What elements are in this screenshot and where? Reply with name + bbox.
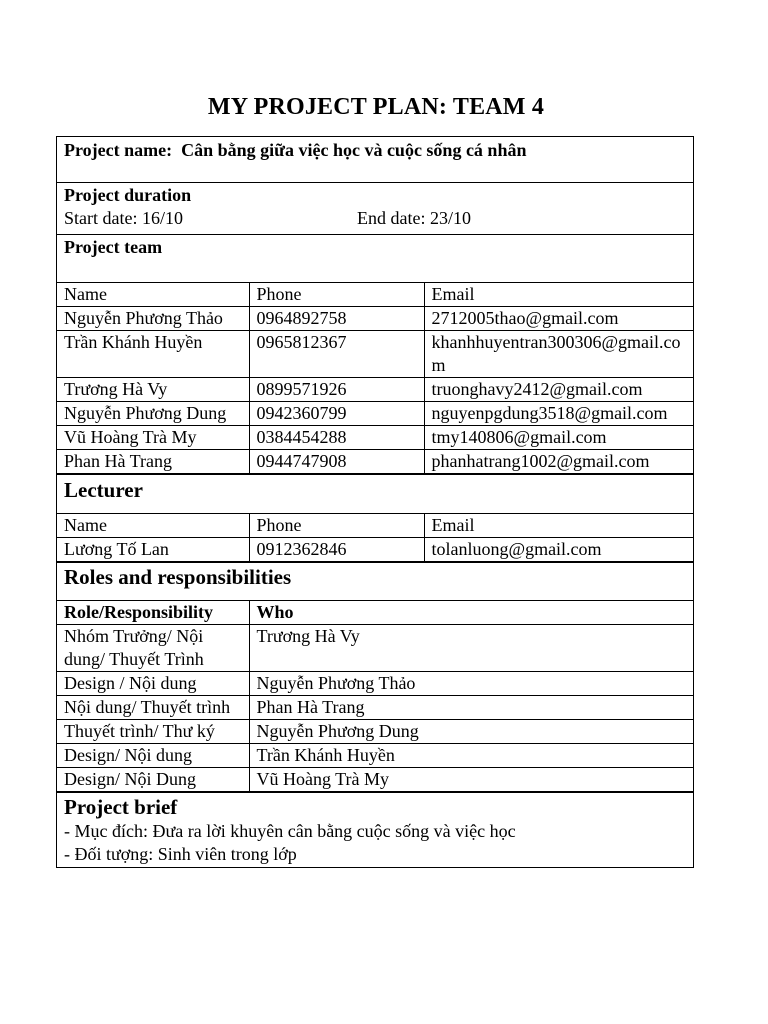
column-header: Role/Responsibility [57, 601, 249, 625]
project-brief-section [57, 792, 693, 868]
who-cell: Phan Hà Trang [249, 696, 693, 720]
table-row [57, 307, 693, 331]
member-phone: 0899571926 [249, 378, 424, 402]
column-header: Name [57, 283, 249, 307]
table-row [57, 331, 693, 378]
project-duration-section [57, 183, 693, 235]
table-header-row [57, 601, 693, 625]
brief-line: - Mục đích: Đưa ra lời khuyên cân bằng cuộc sống và việc học [64, 821, 516, 841]
lecturer-table [57, 514, 693, 562]
member-name: Phan Hà Trang [57, 450, 249, 474]
team-table [57, 283, 693, 474]
member-email: truonghavy2412@gmail.com [424, 378, 693, 402]
column-header: Who [249, 601, 693, 625]
table-row [57, 768, 693, 792]
brief-line: - Đối tượng: Sinh viên trong lớp [64, 844, 297, 864]
project-team-section [57, 235, 693, 283]
project-duration-label: Project duration [64, 185, 192, 205]
column-header: Phone [249, 283, 424, 307]
table-row [57, 538, 693, 562]
who-cell: Vũ Hoàng Trà My [249, 768, 693, 792]
role-cell: Thuyết trình/ Thư ký [57, 720, 249, 744]
column-header: Name [57, 514, 249, 538]
role-cell: Nhóm Trưởng/ Nội dung/ Thuyết Trình [57, 625, 249, 672]
table-row [57, 378, 693, 402]
table-row [57, 696, 693, 720]
table-row [57, 744, 693, 768]
start-date: Start date: 16/10 [64, 208, 183, 228]
table-header-row [57, 514, 693, 538]
who-cell: Trần Khánh Huyền [249, 744, 693, 768]
member-name: Vũ Hoàng Trà My [57, 426, 249, 450]
table-row [57, 672, 693, 696]
who-cell: Trương Hà Vy [249, 625, 693, 672]
roles-heading: Roles and responsibilities [64, 565, 292, 589]
role-cell: Design / Nội dung [57, 672, 249, 696]
project-name-value: Cân bằng giữa việc học và cuộc sống cá nhân [181, 140, 527, 160]
member-email: phanhatrang1002@gmail.com [424, 450, 693, 474]
column-header: Email [424, 283, 693, 307]
table-row [57, 450, 693, 474]
role-cell: Nội dung/ Thuyết trình [57, 696, 249, 720]
project-brief-heading: Project brief [64, 795, 178, 819]
member-name: Trần Khánh Huyền [57, 331, 249, 378]
who-cell: Nguyễn Phương Dung [249, 720, 693, 744]
who-cell: Nguyễn Phương Thảo [249, 672, 693, 696]
member-email: khanhhuyentran300306@gmail.com [424, 331, 693, 378]
column-header: Phone [249, 514, 424, 538]
lecturer-section [57, 474, 693, 514]
project-team-label: Project team [64, 237, 163, 257]
member-name: Trương Hà Vy [57, 378, 249, 402]
member-name: Nguyễn Phương Dung [57, 402, 249, 426]
table-row [57, 625, 693, 672]
page-title: MY PROJECT PLAN: TEAM 4 [207, 94, 545, 120]
member-phone: 0964892758 [249, 307, 424, 331]
end-date: End date: 23/10 [357, 208, 471, 228]
project-name-section [57, 137, 693, 183]
lecturer-heading: Lecturer [64, 478, 143, 502]
project-name-label: Project name: [64, 140, 173, 160]
member-phone: 0965812367 [249, 331, 424, 378]
member-email: nguyenpgdung3518@gmail.com [424, 402, 693, 426]
roles-table [57, 601, 693, 792]
role-cell: Design/ Nội Dung [57, 768, 249, 792]
table-row [57, 426, 693, 450]
lecturer-email: tolanluong@gmail.com [424, 538, 693, 562]
table-row [57, 720, 693, 744]
project-plan-sheet [56, 136, 694, 868]
roles-section [57, 562, 693, 601]
member-phone: 0944747908 [249, 450, 424, 474]
lecturer-name: Lương Tố Lan [57, 538, 249, 562]
role-cell: Design/ Nội dung [57, 744, 249, 768]
column-header: Email [424, 514, 693, 538]
member-email: 2712005thao@gmail.com [424, 307, 693, 331]
member-phone: 0384454288 [249, 426, 424, 450]
member-phone: 0942360799 [249, 402, 424, 426]
table-header-row [57, 283, 693, 307]
member-email: tmy140806@gmail.com [424, 426, 693, 450]
member-name: Nguyễn Phương Thảo [57, 307, 249, 331]
lecturer-phone: 0912362846 [249, 538, 424, 562]
table-row [57, 402, 693, 426]
